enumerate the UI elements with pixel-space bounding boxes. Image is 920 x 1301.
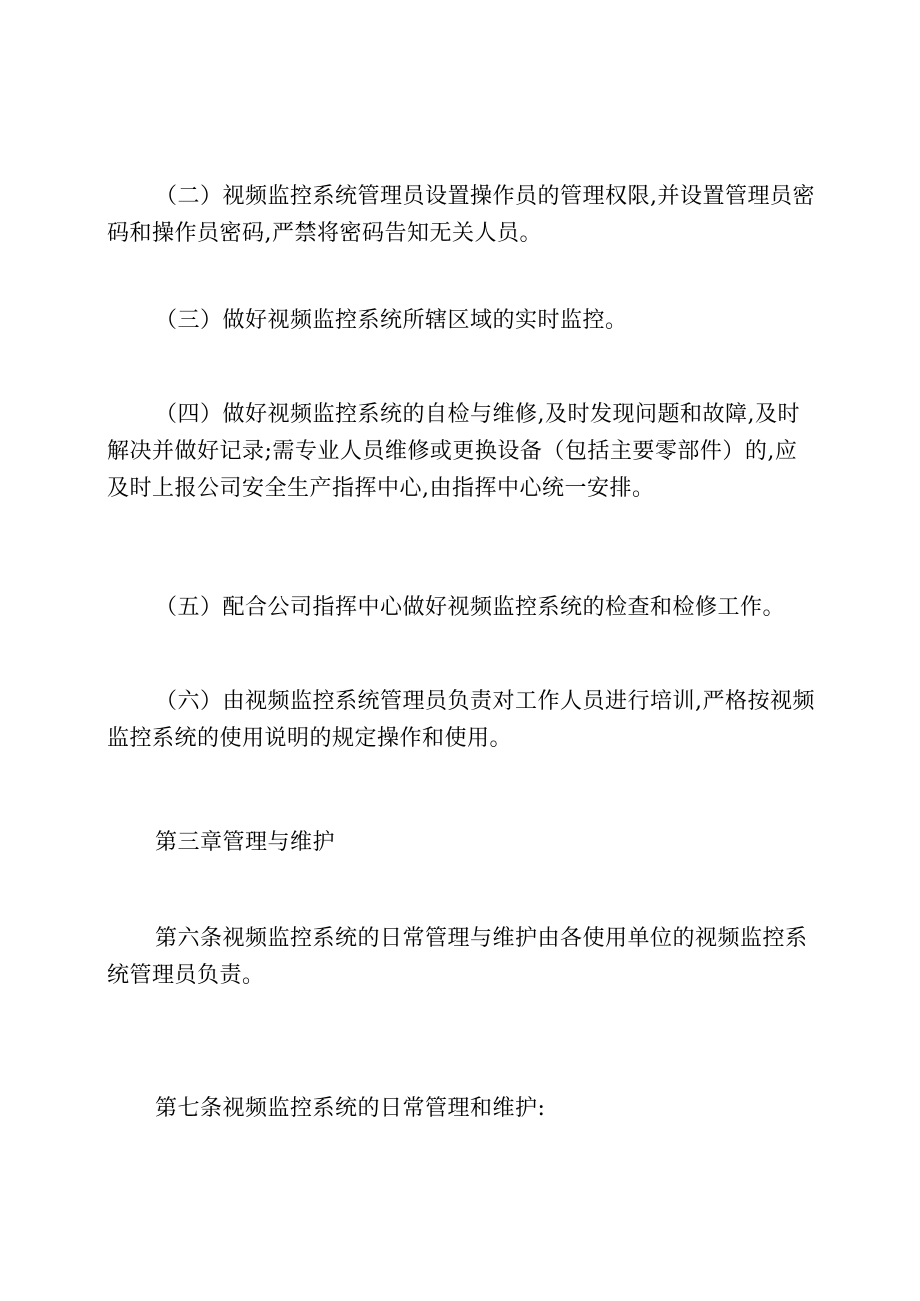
paragraph-item-6: （六）由视频监控系统管理员负责对工作人员进行培训,严格按视频监控系统的使用说明的规定操作和使用。 bbox=[107, 689, 815, 751]
article-seven: 第七条视频监控系统的日常管理和维护: bbox=[155, 1096, 546, 1121]
paragraph-item-2: （二）视频监控系统管理员设置操作员的管理权限,并设置管理员密码和操作员密码,严禁将密码告知无关人员。 bbox=[107, 184, 815, 246]
paragraph-item-4: （四）做好视频监控系统的自检与维修,及时发现问题和故障,及时解决并做好记录;需专业人员维修或更换设备（包括主要零部件）的,应及时上报公司安全生产指挥中心,由指挥中心统一安排。 bbox=[107, 402, 800, 501]
chapter-heading: 第三章管理与维护 bbox=[155, 830, 336, 855]
paragraph-item-3: （三）做好视频监控系统所辖区域的实时监控。 bbox=[155, 308, 628, 333]
article-six: 第六条视频监控系统的日常管理与维护由各使用单位的视频监控系统管理员负责。 bbox=[107, 926, 808, 988]
paragraph-item-5: （五）配合公司指挥中心做好视频监控系统的检查和检修工作。 bbox=[155, 595, 786, 620]
